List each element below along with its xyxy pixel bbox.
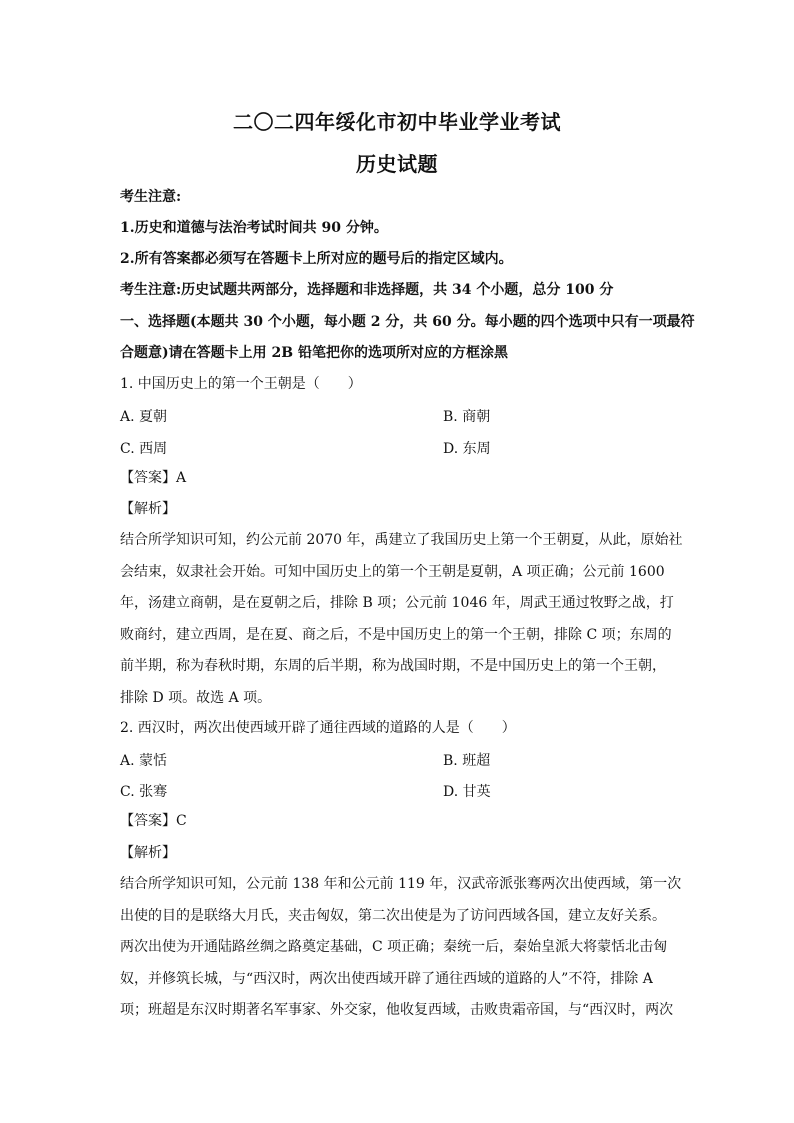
question-1-answer: 【答案】A — [120, 470, 187, 486]
question-2-option-c: C. 张骞 — [120, 784, 168, 800]
exam-title: 二〇二四年绥化市初中毕业学业考试 — [233, 110, 561, 134]
analysis-line: 两次出使为开通陆路丝绸之路奠定基础，C 项正确；秦统一后，秦始皇派大将蒙恬北击匈 — [120, 939, 668, 956]
analysis-line: 出使的目的是联络大月氏，夹击匈奴，第二次出使是为了访问西域各国，建立友好关系。 — [120, 907, 666, 924]
analysis-line: 会结束，奴隶社会开始。可知中国历史上的第一个王朝是夏朝，A 项正确；公元前 1600 — [120, 563, 665, 580]
question-1-option-c: C. 西周 — [120, 441, 168, 457]
question-2-option-a: A. 蒙恬 — [120, 753, 168, 769]
exam-subject-title: 历史试题 — [356, 152, 438, 176]
notice-heading: 考生注意: — [120, 189, 182, 205]
question-2-stem: 2. 西汉时，两次出使西域开辟了通往西域的道路的人是（ ） — [120, 720, 516, 736]
notice-item-2: 2.所有答案都必须写在答题卡上所对应的题号后的指定区域内。 — [120, 251, 513, 267]
question-2-option-d: D. 甘英 — [443, 784, 491, 800]
section-instruction-line-1: 一、选择题(本题共 30 个小题，每小题 2 分，共 60 分。每小题的四个选项中只有一项最符 — [120, 314, 695, 330]
analysis-line: 排除 D 项。故选 A 项。 — [120, 689, 272, 706]
question-1-analysis — [120, 531, 683, 721]
analysis-line: 项；班超是东汉时期著名军事家、外交家，他收复西域，击败贵霜帝国，与“西汉时，两次 — [120, 1002, 674, 1019]
question-1-analysis-label: 【解析】 — [120, 501, 176, 517]
analysis-line: 败商纣，建立西周，是在夏、商之后，不是中国历史上的第一个王朝，排除 C 项；东周的 — [120, 626, 672, 643]
analysis-line: 奴，并修筑长城，与“西汉时，两次出使西域开辟了通往西域的道路的人”不符，排除 A — [120, 970, 653, 987]
question-2-analysis — [120, 875, 680, 1033]
question-2-answer: 【答案】C — [120, 813, 187, 829]
question-1-stem: 1. 中国历史上的第一个王朝是（ ） — [120, 376, 362, 392]
analysis-line: 结合所学知识可知，约公元前 2070 年，禹建立了我国历史上第一个王朝夏，从此，原始社 — [120, 532, 683, 548]
analysis-line: 结合所学知识可知，公元前 138 年和公元前 119 年，汉武帝派张骞两次出使西域，第一次 — [120, 876, 682, 892]
question-1-option-d: D. 东周 — [443, 441, 491, 457]
question-1-option-a: A. 夏朝 — [120, 409, 168, 425]
analysis-line: 前半期，称为春秋时期，东周的后半期，称为战国时期，不是中国历史上的第一个王朝， — [120, 658, 666, 675]
question-2-option-b: B. 班超 — [443, 753, 491, 769]
notice-item-3: 考生注意:历史试题共两部分，选择题和非选择题，共 34 个小题，总分 100 分 — [120, 282, 614, 298]
question-2-analysis-label: 【解析】 — [120, 845, 176, 861]
section-instruction-line-2: 合题意)请在答题卡上用 2B 铅笔把你的选项所对应的方框涂黑 — [120, 345, 508, 361]
analysis-line: 年，汤建立商朝，是在夏朝之后，排除 B 项；公元前 1046 年，周武王通过牧野之战，打 — [120, 595, 674, 612]
question-1-option-b: B. 商朝 — [443, 409, 491, 425]
notice-item-1: 1.历史和道德与法治考试时间共 90 分钟。 — [120, 220, 388, 236]
